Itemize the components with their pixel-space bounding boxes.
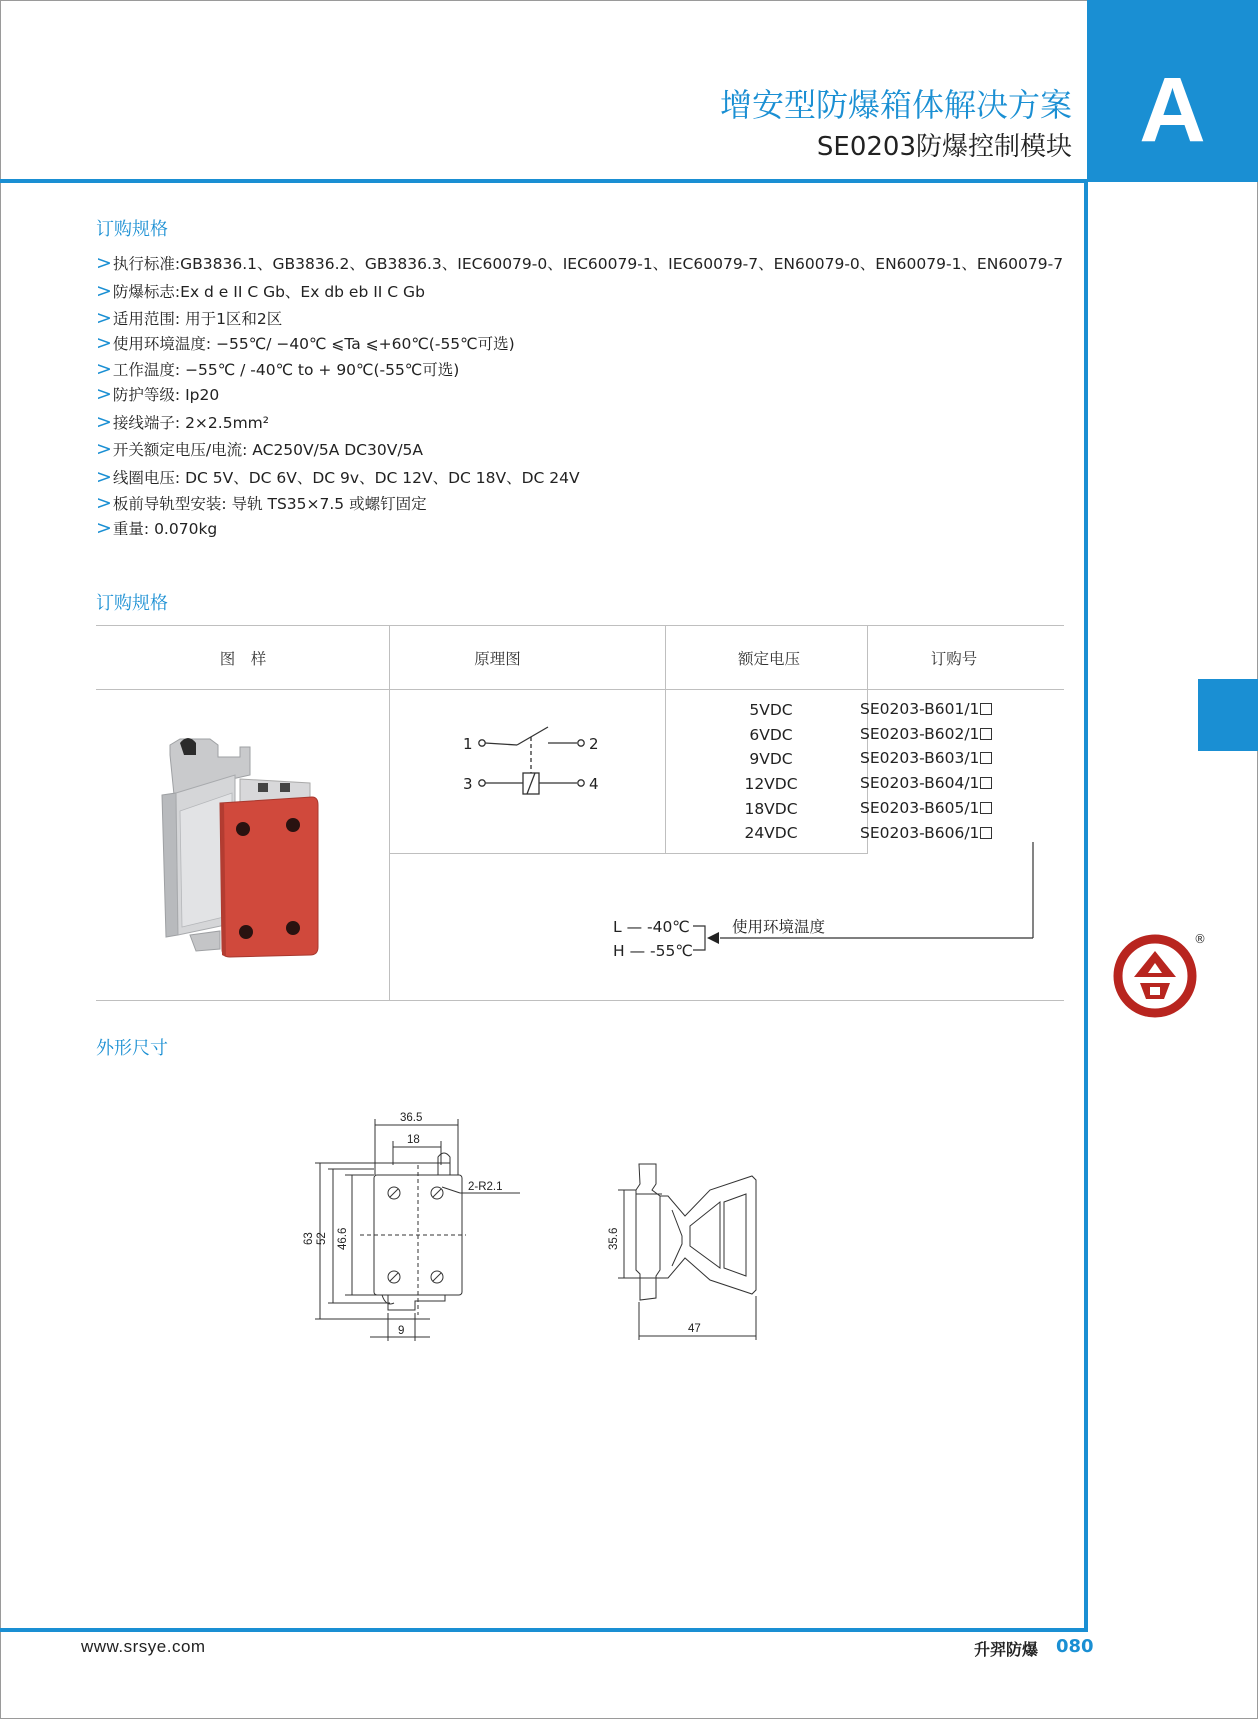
order-number: SE0203-B602/1 [860, 725, 980, 743]
voltage-cell: 6VDC [749, 726, 793, 744]
spec-text: 防护等级: Ip20 [112, 386, 220, 404]
table-bottom-rule [96, 1000, 1064, 1001]
table-top-rule [96, 625, 1064, 626]
temp-option: L — -40℃ [613, 918, 690, 936]
spec-item [96, 467, 580, 488]
footer-url[interactable]: www.srsye.com [81, 1637, 206, 1656]
relay-schematic [455, 715, 605, 795]
voltage-cell: 9VDC [749, 750, 793, 768]
order-number-cell [860, 746, 1060, 771]
side-tab-marker [1198, 679, 1258, 751]
front-view-drawing [290, 1105, 530, 1355]
page-title: 增安型防爆箱体解决方案 [719, 86, 1072, 124]
order-number-cell [860, 722, 1060, 747]
spec-item [96, 308, 282, 329]
spec-item [96, 439, 423, 460]
brand-logo [1112, 933, 1198, 1019]
spec-item [96, 384, 219, 405]
spec-text: 线圈电压: DC 5V、DC 6V、DC 9v、DC 12V、DC 18V、DC 24V [112, 469, 580, 487]
side-view-drawing [600, 1150, 770, 1350]
table-header-rule [96, 689, 1064, 690]
checkbox-icon [980, 802, 992, 814]
order-section-title: 订购规格 [96, 593, 168, 614]
spec-text: 执行标准:GB3836.1、GB3836.2、GB3836.3、IEC60079-0、IEC60079-1、IEC60079-7、EN60079-0、EN60079-1、EN60079-7 [112, 255, 1064, 273]
voltage-cell: 5VDC [749, 701, 793, 719]
spec-text: 重量: 0.070kg [112, 520, 218, 538]
temp-label: 使用环境温度 [732, 918, 826, 936]
schematic-label: 2 [589, 735, 599, 753]
schematic-label: 4 [589, 775, 599, 793]
header-rule [0, 179, 1088, 183]
right-rule [1084, 179, 1088, 1632]
spec-item [96, 412, 269, 433]
schematic-label: 3 [463, 775, 473, 793]
page-subtitle: SE0203防爆控制模块 [816, 132, 1072, 162]
order-number: SE0203-B604/1 [860, 774, 980, 792]
spec-text: 适用范围: 用于1区和2区 [112, 310, 283, 328]
temp-option-connector [690, 838, 1040, 968]
checkbox-icon [980, 703, 992, 715]
spec-text: 使用环境温度: −55℃/ −40℃ ⩽Ta ⩽+60℃(-55℃可选) [112, 335, 515, 353]
spec-text: 防爆标志:Ex d e II C Gb、Ex db eb II C Gb [112, 283, 425, 301]
table-col-divider [389, 625, 390, 1000]
order-number-cell [860, 796, 1060, 821]
dimension-label: 52 [316, 1232, 328, 1245]
spec-item [96, 333, 515, 354]
table-header-cell: 订购号 [930, 650, 978, 668]
dimension-label: 63 [303, 1232, 315, 1245]
dimension-label: 36.5 [400, 1112, 423, 1124]
table-header-cell: 额定电压 [737, 650, 800, 668]
order-number: SE0203-B605/1 [860, 799, 980, 817]
product-image [160, 735, 330, 960]
arrow-icon: > [96, 252, 112, 274]
arrow-icon: > [96, 438, 112, 460]
voltage-cell: 18VDC [744, 800, 798, 818]
order-number: SE0203-B601/1 [860, 700, 980, 718]
dimension-label: 35.6 [608, 1227, 620, 1250]
table-header-cell: 原理图 [474, 650, 521, 668]
dimension-label: 46.6 [337, 1227, 349, 1250]
chapter-letter: A [1139, 59, 1206, 161]
spec-item [96, 359, 459, 380]
arrow-icon: > [96, 517, 112, 539]
voltage-cell: 12VDC [744, 775, 798, 793]
footer-brand: 升羿防爆 [974, 1640, 1039, 1659]
spec-text: 板前导轨型安装: 导轨 TS35×7.5 或螺钉固定 [112, 495, 427, 513]
checkbox-icon [980, 777, 992, 789]
bottom-rule [0, 1628, 1088, 1632]
dimension-label: 9 [398, 1325, 405, 1337]
checkbox-icon [980, 752, 992, 764]
order-number: SE0203-B606/1 [860, 824, 980, 842]
arrow-icon: > [96, 307, 112, 329]
schematic-label: 1 [463, 735, 473, 753]
registered-mark: ® [1194, 932, 1206, 946]
order-number: SE0203-B603/1 [860, 749, 980, 767]
table-header-cell: 图 样 [219, 650, 267, 668]
spec-item [96, 281, 425, 302]
spec-item [96, 253, 1063, 274]
arrow-icon: > [96, 492, 112, 514]
arrow-icon: > [96, 383, 112, 405]
page-number: 080 [1056, 1636, 1094, 1657]
voltage-cell: 24VDC [744, 824, 798, 842]
order-number-cell [860, 697, 1060, 722]
arrow-icon: > [96, 332, 112, 354]
arrow-icon: > [96, 280, 112, 302]
temp-option: H — -55℃ [613, 942, 693, 960]
dimension-label: 18 [407, 1134, 420, 1146]
arrow-icon: > [96, 466, 112, 488]
arrow-icon: > [96, 358, 112, 380]
spec-text: 工作温度: −55℃ / -40℃ to + 90℃(-55℃可选) [112, 361, 460, 379]
dimension-label: 47 [688, 1323, 701, 1335]
dimensions-section-title: 外形尺寸 [96, 1038, 168, 1059]
specs-section-title: 订购规格 [96, 219, 168, 240]
spec-text: 开关额定电压/电流: AC250V/5A DC30V/5A [112, 441, 424, 459]
spec-item [96, 518, 217, 539]
arrow-icon: > [96, 411, 112, 433]
spec-item [96, 493, 427, 514]
order-number-cell [860, 771, 1060, 796]
spec-text: 接线端子: 2×2.5mm² [112, 414, 269, 432]
dimension-label: 2-R2.1 [468, 1181, 503, 1193]
checkbox-icon [980, 728, 992, 740]
